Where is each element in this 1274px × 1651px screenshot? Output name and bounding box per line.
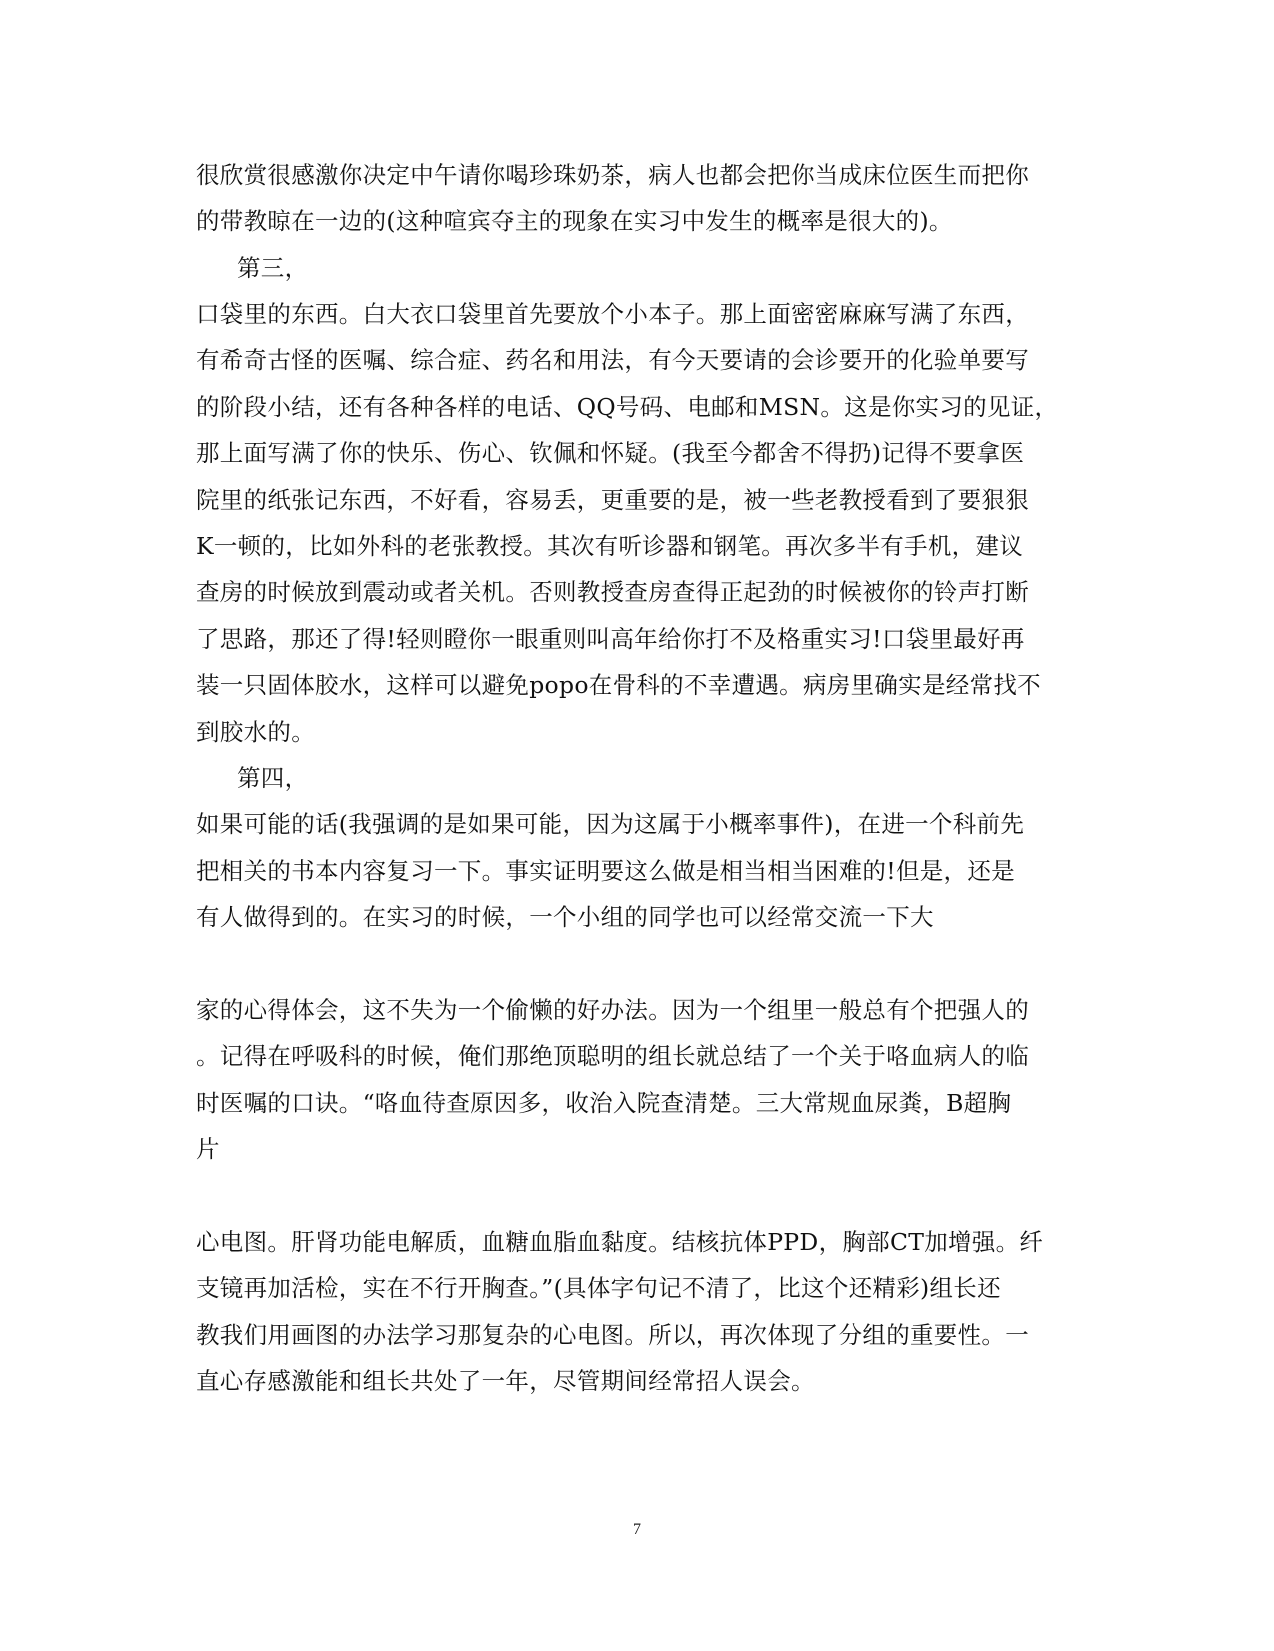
text-line: 查房的时候放到震动或者关机。否则教授查房查得正起劲的时候被你的铃声打断 — [196, 578, 1029, 606]
text-line: 装一只固体胶水，这样可以避免popo在骨科的不幸遭遇。病房里确实是经常找不 — [196, 671, 1041, 699]
text-line: 有希奇古怪的医嘱、综合症、药名和用法，有今天要请的会诊要开的化验单要写 — [196, 346, 1029, 374]
text-line: 。记得在呼吸科的时候，俺们那绝顶聪明的组长就总结了一个关于咯血病人的临 — [196, 1042, 1029, 1070]
text-line: 有人做得到的。在实习的时候，一个小组的同学也可以经常交流一下大 — [196, 903, 934, 931]
text-line: 很欣赏很感激你决定中午请你喝珍珠奶茶，病人也都会把你当成床位医生而把你 — [196, 161, 1029, 189]
text-line: 家的心得体会，这不失为一个偷懒的好办法。因为一个组里一般总有个把强人的 — [196, 996, 1029, 1024]
page-number: 7 — [633, 1521, 641, 1538]
text-line: 片 — [196, 1135, 220, 1163]
text-line: 的带教晾在一边的(这种喧宾夺主的现象在实习中发生的概率是很大的)。 — [196, 207, 953, 235]
section-heading: 第四， — [237, 764, 309, 792]
text-line: 了思路，那还了得!轻则瞪你一眼重则叫高年给你打不及格重实习!口袋里最好再 — [196, 625, 1025, 653]
text-line: 院里的纸张记东西，不好看，容易丢，更重要的是，被一些老教授看到了要狠狠 — [196, 486, 1029, 514]
text-line: 的阶段小结，还有各种各样的电话、QQ号码、电邮和MSN。这是你实习的见证， — [196, 393, 1059, 421]
text-line: 把相关的书本内容复习一下。事实证明要这么做是相当相当困难的!但是，还是 — [196, 857, 1015, 885]
text-line: 心电图。肝肾功能电解质，血糖血脂血黏度。结核抗体PPD，胸部CT加增强。纤 — [196, 1228, 1044, 1256]
text-line: 支镜再加活检，实在不行开胸查。”(具体字句记不清了，比这个还精彩)组长还 — [196, 1274, 1001, 1302]
text-line: 教我们用画图的办法学习那复杂的心电图。所以，再次体现了分组的重要性。一 — [196, 1321, 1029, 1349]
text-line: 时医嘱的口诀。“咯血待查原因多，收治入院查清楚。三大常规血尿粪，B超胸 — [196, 1089, 1012, 1117]
text-line: 到胶水的。 — [196, 718, 315, 746]
text-line: 直心存感激能和组长共处了一年，尽管期间经常招人误会。 — [196, 1367, 815, 1395]
text-line: 那上面写满了你的快乐、伤心、钦佩和怀疑。(我至今都舍不得扔)记得不要拿医 — [196, 439, 1025, 467]
text-line: 如果可能的话(我强调的是如果可能，因为这属于小概率事件)，在进一个科前先 — [196, 810, 1025, 838]
text-line: K一顿的，比如外科的老张教授。其次有听诊器和钢笔。再次多半有手机，建议 — [196, 532, 1024, 560]
section-heading: 第三， — [237, 254, 309, 282]
text-line: 口袋里的东西。白大衣口袋里首先要放个小本子。那上面密密麻麻写满了东西， — [196, 300, 1029, 328]
